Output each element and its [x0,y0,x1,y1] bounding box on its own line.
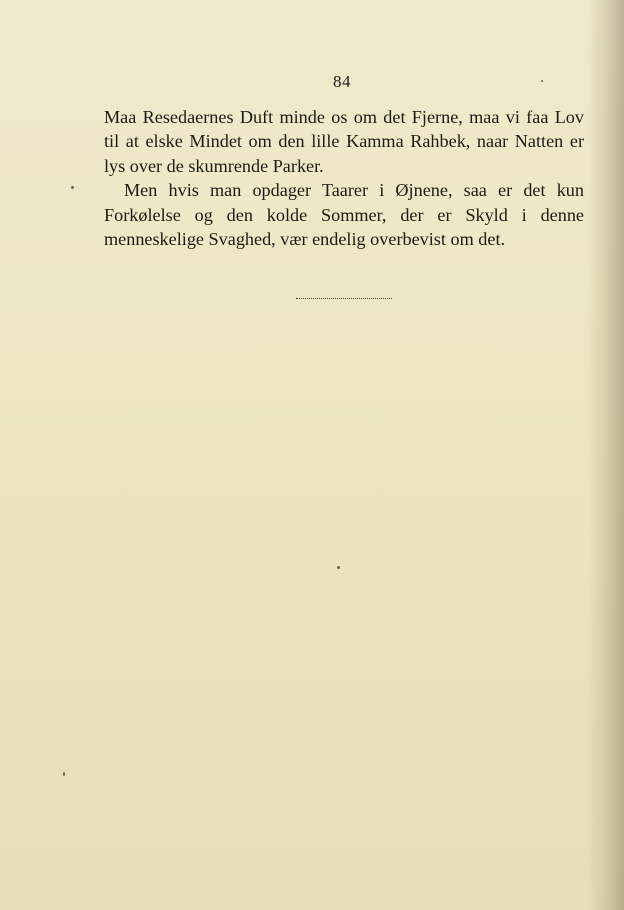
paper-speck [63,772,65,776]
paragraph-1: Maa Resedaernes Duft minde os om det Fjerne, maa vi faa Lov til at elske Mindet om den lille Kamma Rahbek, naar Natten er lys over de skumrende Parker. [104,107,584,176]
paper-speck [71,186,74,189]
section-end-rule [296,298,392,299]
paragraph-2: Men hvis man opdager Taarer i Øjnene, saa er det kun Forkølelse og den kolde Sommer, der er Skyld i denne menneskelige Svaghed, vær endelig overbevist om det. [104,180,584,250]
paper-speck [337,566,340,569]
body-text [104,105,584,251]
page-number: 84 [333,72,351,91]
paper-speck [541,80,543,82]
